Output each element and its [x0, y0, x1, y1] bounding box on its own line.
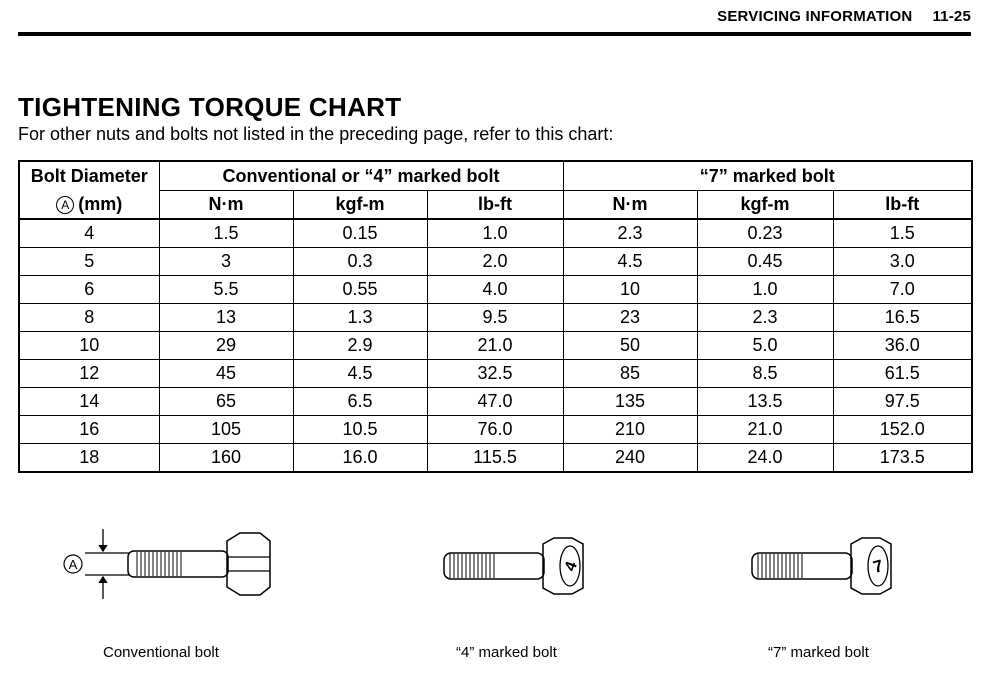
torque-value-cell: 115.5: [427, 444, 563, 473]
torque-value-cell: 1.3: [293, 304, 427, 332]
torque-value-cell: 210: [563, 416, 697, 444]
torque-value-cell: 3.0: [833, 248, 972, 276]
bolt-diameter-cell: 8: [19, 304, 159, 332]
torque-value-cell: 13: [159, 304, 293, 332]
torque-value-cell: 23: [563, 304, 697, 332]
torque-value-cell: 2.0: [427, 248, 563, 276]
conventional-group-header: Conventional or “4” marked bolt: [159, 161, 563, 191]
torque-value-cell: 8.5: [697, 360, 833, 388]
unit-header: kgf-m: [697, 191, 833, 220]
torque-table: [18, 160, 973, 473]
torque-value-cell: 2.3: [697, 304, 833, 332]
bolt-diameter-cell: 6: [19, 276, 159, 304]
diameter-unit: (mm): [78, 193, 123, 214]
table-row: [19, 248, 972, 276]
torque-value-cell: 36.0: [833, 332, 972, 360]
bolt-diameter-cell: 12: [19, 360, 159, 388]
four-marked-bolt-figure: [440, 535, 590, 600]
torque-value-cell: 4.5: [293, 360, 427, 388]
table-row: [19, 444, 972, 473]
seven-group-header: “7” marked bolt: [563, 161, 972, 191]
torque-value-cell: 16.5: [833, 304, 972, 332]
bolt-diameter-cell: 18: [19, 444, 159, 473]
table-row: [19, 304, 972, 332]
page-header: [18, 6, 971, 30]
seven-marked-bolt-label: “7” marked bolt: [768, 644, 869, 661]
torque-value-cell: 0.55: [293, 276, 427, 304]
torque-value-cell: 5.0: [697, 332, 833, 360]
torque-value-cell: 0.45: [697, 248, 833, 276]
torque-value-cell: 97.5: [833, 388, 972, 416]
bolt-diameter-header: Bolt Diameter: [19, 161, 159, 191]
torque-value-cell: 6.5: [293, 388, 427, 416]
conventional-bolt-figure: [55, 527, 275, 602]
table-row: [19, 416, 972, 444]
torque-value-cell: 85: [563, 360, 697, 388]
seven-marked-bolt-figure: [748, 535, 898, 600]
torque-value-cell: 2.9: [293, 332, 427, 360]
torque-value-cell: 47.0: [427, 388, 563, 416]
torque-value-cell: 9.5: [427, 304, 563, 332]
page-title: TIGHTENING TORQUE CHART: [18, 92, 402, 122]
table-row: [19, 332, 972, 360]
torque-value-cell: 29: [159, 332, 293, 360]
torque-value-cell: 0.15: [293, 219, 427, 248]
torque-value-cell: 3: [159, 248, 293, 276]
torque-table-body: [19, 219, 972, 472]
torque-value-cell: 0.3: [293, 248, 427, 276]
torque-value-cell: 240: [563, 444, 697, 473]
bolt-diameter-cell: 4: [19, 219, 159, 248]
table-row: [19, 388, 972, 416]
seven-mark: 7: [871, 556, 886, 577]
torque-value-cell: 21.0: [427, 332, 563, 360]
bolt-diameter-cell: 14: [19, 388, 159, 416]
torque-value-cell: 76.0: [427, 416, 563, 444]
diameter-symbol-letter: A: [68, 557, 78, 572]
torque-value-cell: 10: [563, 276, 697, 304]
torque-value-cell: 65: [159, 388, 293, 416]
bolt-diameter-cell: 5: [19, 248, 159, 276]
table-row: [19, 360, 972, 388]
unit-header: N·m: [159, 191, 293, 220]
torque-value-cell: 1.5: [833, 219, 972, 248]
unit-header: N·m: [563, 191, 697, 220]
diameter-symbol: A: [56, 196, 74, 214]
torque-value-cell: 7.0: [833, 276, 972, 304]
torque-value-cell: 10.5: [293, 416, 427, 444]
torque-value-cell: 32.5: [427, 360, 563, 388]
torque-value-cell: 152.0: [833, 416, 972, 444]
page-number: 11-25: [932, 8, 971, 25]
torque-value-cell: 135: [563, 388, 697, 416]
header-text: [717, 8, 971, 25]
torque-value-cell: 16.0: [293, 444, 427, 473]
torque-value-cell: 160: [159, 444, 293, 473]
torque-value-cell: 0.23: [697, 219, 833, 248]
torque-value-cell: 24.0: [697, 444, 833, 473]
table-row: [19, 276, 972, 304]
torque-value-cell: 45: [159, 360, 293, 388]
intro-text: For other nuts and bolts not listed in the preceding page, refer to this chart:: [18, 124, 614, 144]
unit-header: lb-ft: [833, 191, 972, 220]
unit-header: lb-ft: [427, 191, 563, 220]
torque-value-cell: 21.0: [697, 416, 833, 444]
torque-value-cell: 105: [159, 416, 293, 444]
torque-value-cell: 1.0: [427, 219, 563, 248]
torque-value-cell: 61.5: [833, 360, 972, 388]
torque-value-cell: 173.5: [833, 444, 972, 473]
bolt-diameter-unit-header: [19, 191, 159, 220]
torque-value-cell: 2.3: [563, 219, 697, 248]
bolt-diameter-cell: 10: [19, 332, 159, 360]
conventional-bolt-label: Conventional bolt: [103, 644, 219, 661]
torque-value-cell: 4.0: [427, 276, 563, 304]
torque-value-cell: 1.5: [159, 219, 293, 248]
unit-header: kgf-m: [293, 191, 427, 220]
section-title: SERVICING INFORMATION: [717, 8, 913, 25]
torque-value-cell: 13.5: [697, 388, 833, 416]
bolt-diameter-cell: 16: [19, 416, 159, 444]
torque-value-cell: 4.5: [563, 248, 697, 276]
four-marked-bolt-label: “4” marked bolt: [456, 644, 557, 661]
torque-value-cell: 1.0: [697, 276, 833, 304]
table-row: [19, 219, 972, 248]
header-rule: [18, 32, 971, 36]
four-mark: 4: [561, 559, 581, 574]
torque-value-cell: 5.5: [159, 276, 293, 304]
torque-value-cell: 50: [563, 332, 697, 360]
